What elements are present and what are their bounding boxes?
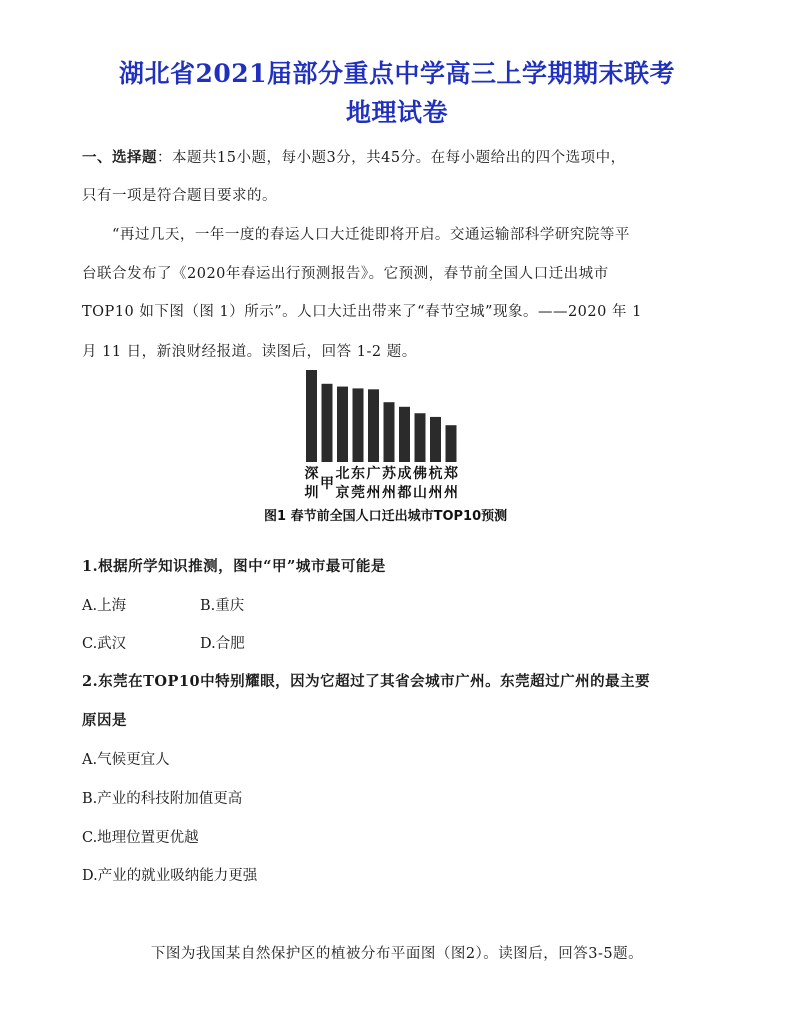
category-label-8: 杭州: [428, 466, 443, 501]
passage-line1: “再过几天，一年一度的春运人口大迁徙即将开启。交通运输部科学研究院等平: [112, 227, 630, 243]
passage-line2: 台联合发布了《2020年春运出行预测报告》。它预测，春节前全国人口迁出城市: [82, 266, 609, 282]
bar-2: [337, 387, 348, 462]
question-2-stem-line2: 原因是: [82, 712, 127, 729]
question-1-option-a[interactable]: A.上海: [82, 598, 127, 614]
migration-bar-chart: [264, 366, 540, 526]
category-label-3: 东莞: [351, 466, 365, 501]
bar-3: [353, 388, 364, 462]
question-2-option-d[interactable]: D.产业的就业吸纳能力更强: [82, 868, 258, 884]
category-label-4: 广州: [366, 466, 381, 501]
section-heading: 一、选择题: [82, 149, 157, 166]
page-title-line1: 湖北省2021届部分重点中学高三上学期期末联考: [118, 59, 676, 88]
chart-title: 图1 春节前全国人口迁出城市TOP10预测: [264, 509, 508, 524]
section-intro-line1: [82, 146, 722, 167]
category-label-9: 郑州: [444, 466, 458, 501]
question-2-stem-line1: 2.东莞在TOP10中特别耀眼，因为它超过了其省会城市广州。东莞超过广州的最主要: [82, 673, 651, 690]
bar-8: [430, 417, 441, 462]
question-1-option-d[interactable]: D.合肥: [200, 636, 245, 652]
question-1-stem: 1.根据所学知识推测，图中“甲”城市最可能是: [82, 558, 386, 575]
question-1-option-c[interactable]: C.武汉: [82, 636, 127, 652]
bar-6: [399, 407, 410, 462]
section-intro-text: ：本题共15小题，每小题3分，共45分。在每小题给出的四个选项中，: [157, 150, 626, 166]
question-1-option-b[interactable]: B.重庆: [200, 598, 245, 614]
category-label-1: 甲: [320, 476, 334, 492]
category-label-5: 苏州: [382, 466, 396, 501]
bar-9: [446, 425, 457, 462]
passage-line4: 月 11 日，新浪财经报道。读图后，回答 1-2 题。: [82, 344, 417, 360]
question-2-option-b[interactable]: B.产业的科技附加值更高: [82, 791, 243, 807]
chart-bars: [306, 370, 457, 462]
bar-1: [322, 384, 333, 462]
next-question-intro: 下图为我国某自然保护区的植被分布平面图（图2）。读图后，回答3-5题。: [150, 946, 644, 962]
page-title-line2: 地理试卷: [345, 98, 448, 127]
category-label-0: 深圳: [304, 466, 319, 501]
category-label-7: 佛山: [413, 466, 427, 501]
passage-line3: TOP10 如下图（图 1）所示”。人口大迁出带来了“春节空城”现象。——2020 年 1: [82, 304, 642, 320]
bar-0: [306, 370, 317, 462]
bar-7: [415, 413, 426, 462]
bar-4: [368, 389, 379, 462]
question-2-option-a[interactable]: A.气候更宜人: [82, 752, 170, 768]
category-label-6: 成都: [397, 466, 412, 501]
category-label-2: 北京: [335, 466, 350, 501]
bar-5: [384, 402, 395, 462]
chart-category-labels: [305, 465, 459, 501]
question-2-option-c[interactable]: C.地理位置更优越: [82, 830, 199, 846]
section-intro-line2: 只有一项是符合题目要求的。: [82, 188, 277, 204]
